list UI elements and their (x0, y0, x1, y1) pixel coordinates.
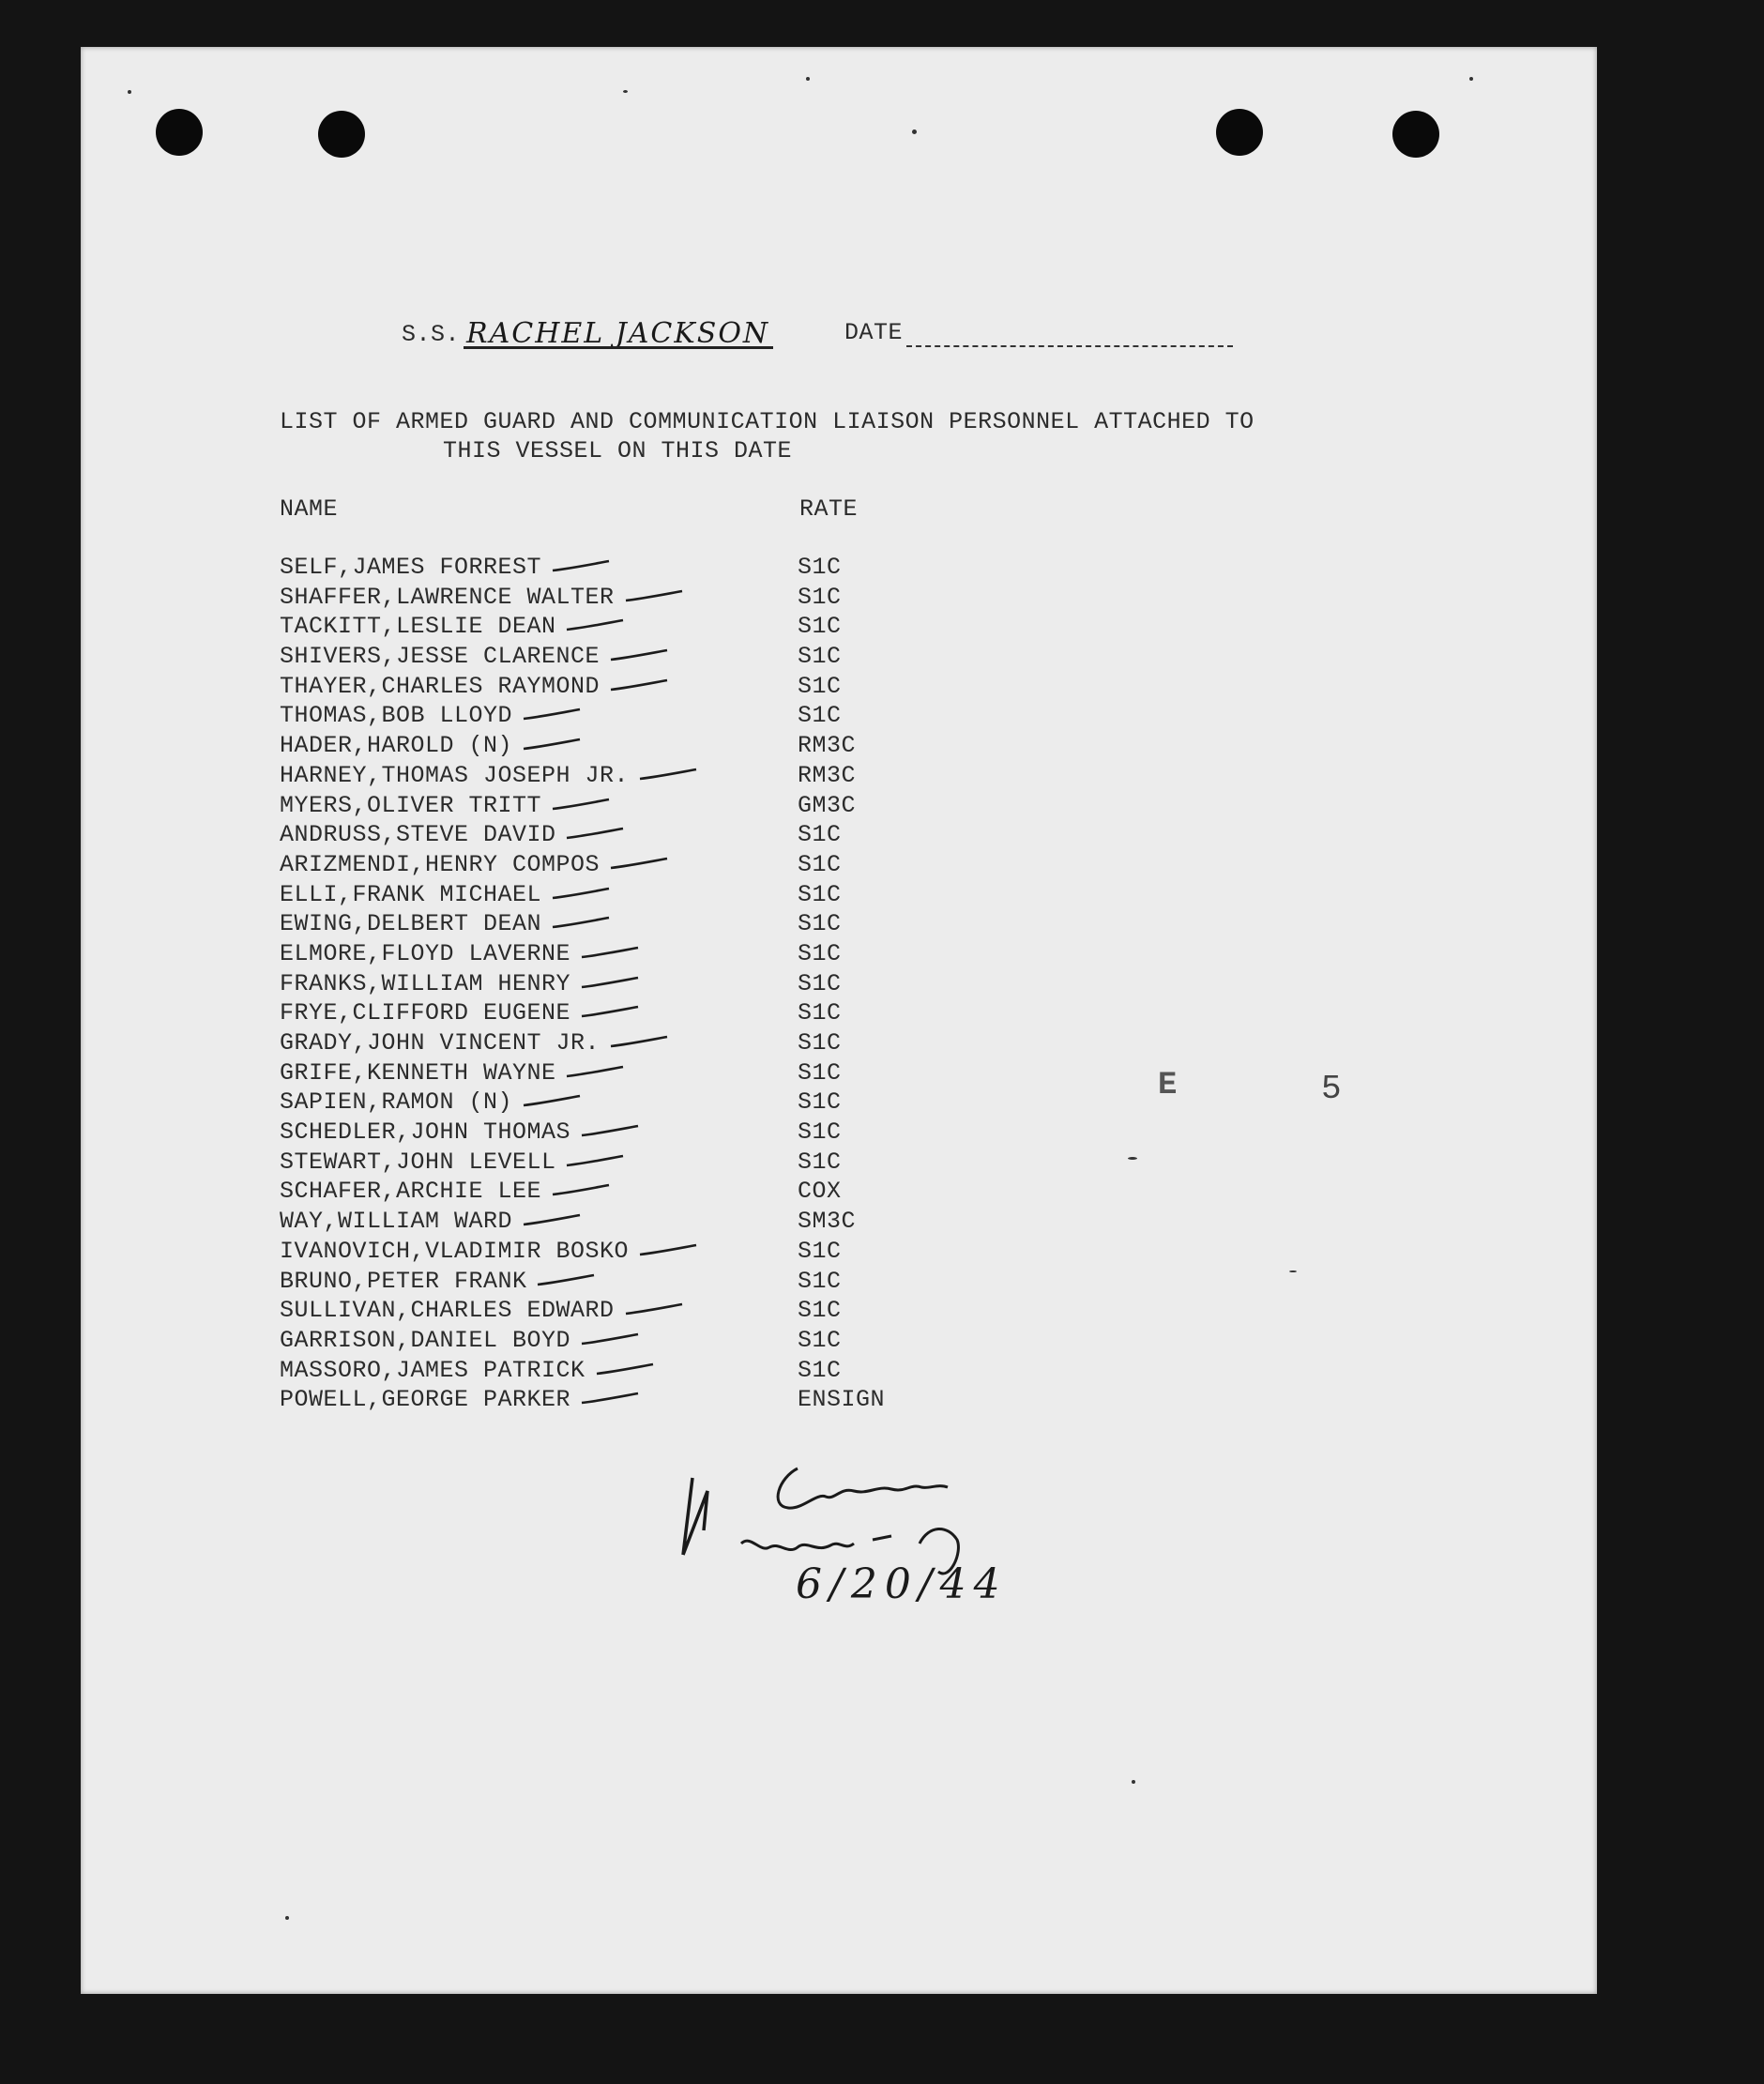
personnel-rate: S1C (798, 643, 842, 671)
personnel-rate: S1C (798, 1237, 842, 1265)
personnel-rate: COX (798, 1178, 842, 1206)
personnel-rate: GM3C (798, 791, 857, 819)
personnel-name: HARNEY,THOMAS JOSEPH JR. (280, 761, 630, 789)
personnel-rate: S1C (798, 1267, 842, 1295)
check-mark (609, 677, 675, 695)
paper-speck (285, 1916, 289, 1920)
personnel-name: POWELL,GEORGE PARKER (280, 1386, 571, 1414)
personnel-name: SHIVERS,JESSE CLARENCE (280, 643, 601, 671)
personnel-rate: RM3C (798, 732, 857, 760)
personnel-name: GRIFE,KENNETH WAYNE (280, 1058, 556, 1087)
personnel-rate: S1C (798, 702, 842, 730)
personnel-name: THAYER,CHARLES RAYMOND (280, 672, 601, 700)
check-mark (624, 1301, 690, 1319)
personnel-name: MYERS,OLIVER TRITT (280, 791, 542, 819)
stamp-mark: E (1158, 1068, 1178, 1103)
check-mark (638, 1241, 704, 1260)
check-mark (624, 587, 690, 606)
personnel-rate: S1C (798, 999, 842, 1027)
check-mark (522, 1211, 587, 1230)
personnel-name: ELLI,FRANK MICHAEL (280, 880, 542, 908)
paper-speck (1132, 1780, 1135, 1784)
date-label: DATE (844, 319, 904, 346)
date-blank-line (906, 345, 1233, 347)
personnel-name: ELMORE,FLOYD LAVERNE (280, 939, 571, 967)
personnel-rate: S1C (798, 939, 842, 967)
check-mark (609, 646, 675, 665)
paper-speck (623, 90, 628, 93)
personnel-name: SELF,JAMES FORREST (280, 554, 542, 581)
personnel-name: GARRISON,DANIEL BOYD (280, 1326, 571, 1354)
personnel-rate: S1C (798, 672, 842, 700)
check-mark (522, 706, 587, 724)
paper-speck (912, 129, 917, 134)
paper-speck (806, 77, 810, 81)
paper-speck (1289, 1270, 1297, 1272)
personnel-rate: S1C (798, 910, 842, 938)
personnel-rate: S1C (798, 1058, 842, 1087)
check-mark (580, 1390, 646, 1408)
personnel-name: ANDRUSS,STEVE DAVID (280, 821, 556, 849)
personnel-rate: RM3C (798, 761, 857, 789)
personnel-rate: S1C (798, 821, 842, 849)
personnel-rate: ENSIGN (798, 1386, 886, 1414)
personnel-rate: S1C (798, 969, 842, 997)
personnel-name: WAY,WILLIAM WARD (280, 1208, 513, 1236)
signature-scrawl (676, 1450, 1070, 1637)
personnel-name: MASSORO,JAMES PATRICK (280, 1356, 585, 1384)
list-title-line1: LIST OF ARMED GUARD AND COMMUNICATION LIAISON PERSONNEL ATTACHED TO (280, 408, 1255, 435)
column-header-rate: RATE (799, 495, 859, 523)
personnel-rate: S1C (798, 1356, 842, 1384)
personnel-name: STEWART,JOHN LEVELL (280, 1148, 556, 1176)
check-mark (580, 944, 646, 963)
personnel-name: ARIZMENDI,HENRY COMPOS (280, 850, 601, 878)
personnel-name: FRYE,CLIFFORD EUGENE (280, 999, 571, 1027)
personnel-name: BRUNO,PETER FRANK (280, 1267, 527, 1295)
check-mark (565, 1152, 631, 1171)
personnel-rate: S1C (798, 1148, 842, 1176)
personnel-name: SCHEDLER,JOHN THOMAS (280, 1118, 571, 1147)
ship-name-handwritten: RACHEL JACKSON (466, 317, 770, 350)
punch-hole (156, 109, 203, 156)
personnel-name: HADER,HAROLD (N) (280, 732, 513, 760)
check-mark (551, 557, 616, 576)
personnel-name: SULLIVAN,CHARLES EDWARD (280, 1297, 615, 1325)
check-mark (565, 825, 631, 844)
personnel-rate: S1C (798, 880, 842, 908)
personnel-name: SHAFFER,LAWRENCE WALTER (280, 583, 615, 611)
ship-prefix: S.S. (402, 321, 461, 348)
check-mark (580, 1122, 646, 1141)
paper-speck (1469, 77, 1473, 81)
punch-hole (1392, 111, 1439, 158)
personnel-rate: S1C (798, 1088, 842, 1117)
paper-speck (128, 90, 131, 94)
personnel-name: THOMAS,BOB LLOYD (280, 702, 513, 730)
personnel-rate: S1C (798, 1029, 842, 1057)
check-mark (522, 1092, 587, 1111)
handwritten-signature (676, 1450, 1070, 1637)
check-mark (580, 974, 646, 993)
personnel-rate: S1C (798, 1297, 842, 1325)
personnel-rate: S1C (798, 554, 842, 581)
check-mark (565, 616, 631, 635)
check-mark (551, 796, 616, 814)
personnel-rate: S1C (798, 583, 842, 611)
personnel-rate: S1C (798, 850, 842, 878)
check-mark (551, 1181, 616, 1200)
ship-name-underline (464, 346, 773, 349)
personnel-name: FRANKS,WILLIAM HENRY (280, 969, 571, 997)
personnel-rate: SM3C (798, 1208, 857, 1236)
check-mark (638, 766, 704, 784)
check-mark (551, 914, 616, 933)
personnel-rate: S1C (798, 1326, 842, 1354)
personnel-name: SAPIEN,RAMON (N) (280, 1088, 513, 1117)
personnel-name: EWING,DELBERT DEAN (280, 910, 542, 938)
check-mark (609, 855, 675, 874)
personnel-name: GRADY,JOHN VINCENT JR. (280, 1029, 601, 1057)
personnel-name: SCHAFER,ARCHIE LEE (280, 1178, 542, 1206)
check-mark (609, 1033, 675, 1052)
check-mark (551, 885, 616, 904)
personnel-rate: S1C (798, 1118, 842, 1147)
punch-hole (1216, 109, 1263, 156)
column-header-name: NAME (280, 495, 339, 523)
punch-hole (318, 111, 365, 158)
check-mark (522, 736, 587, 754)
paper-speck (1128, 1157, 1137, 1160)
stamp-number: 5 (1321, 1070, 1343, 1108)
personnel-name: IVANOVICH,VLADIMIR BOSKO (280, 1237, 630, 1265)
check-mark (580, 1331, 646, 1349)
personnel-rate: S1C (798, 613, 842, 641)
check-mark (565, 1063, 631, 1082)
check-mark (580, 1003, 646, 1022)
personnel-name: TACKITT,LESLIE DEAN (280, 613, 556, 641)
signature-date: 6/20/44 (796, 1560, 1008, 1608)
check-mark (595, 1361, 661, 1379)
check-mark (536, 1271, 601, 1290)
list-title-line2: THIS VESSEL ON THIS DATE (443, 437, 793, 464)
